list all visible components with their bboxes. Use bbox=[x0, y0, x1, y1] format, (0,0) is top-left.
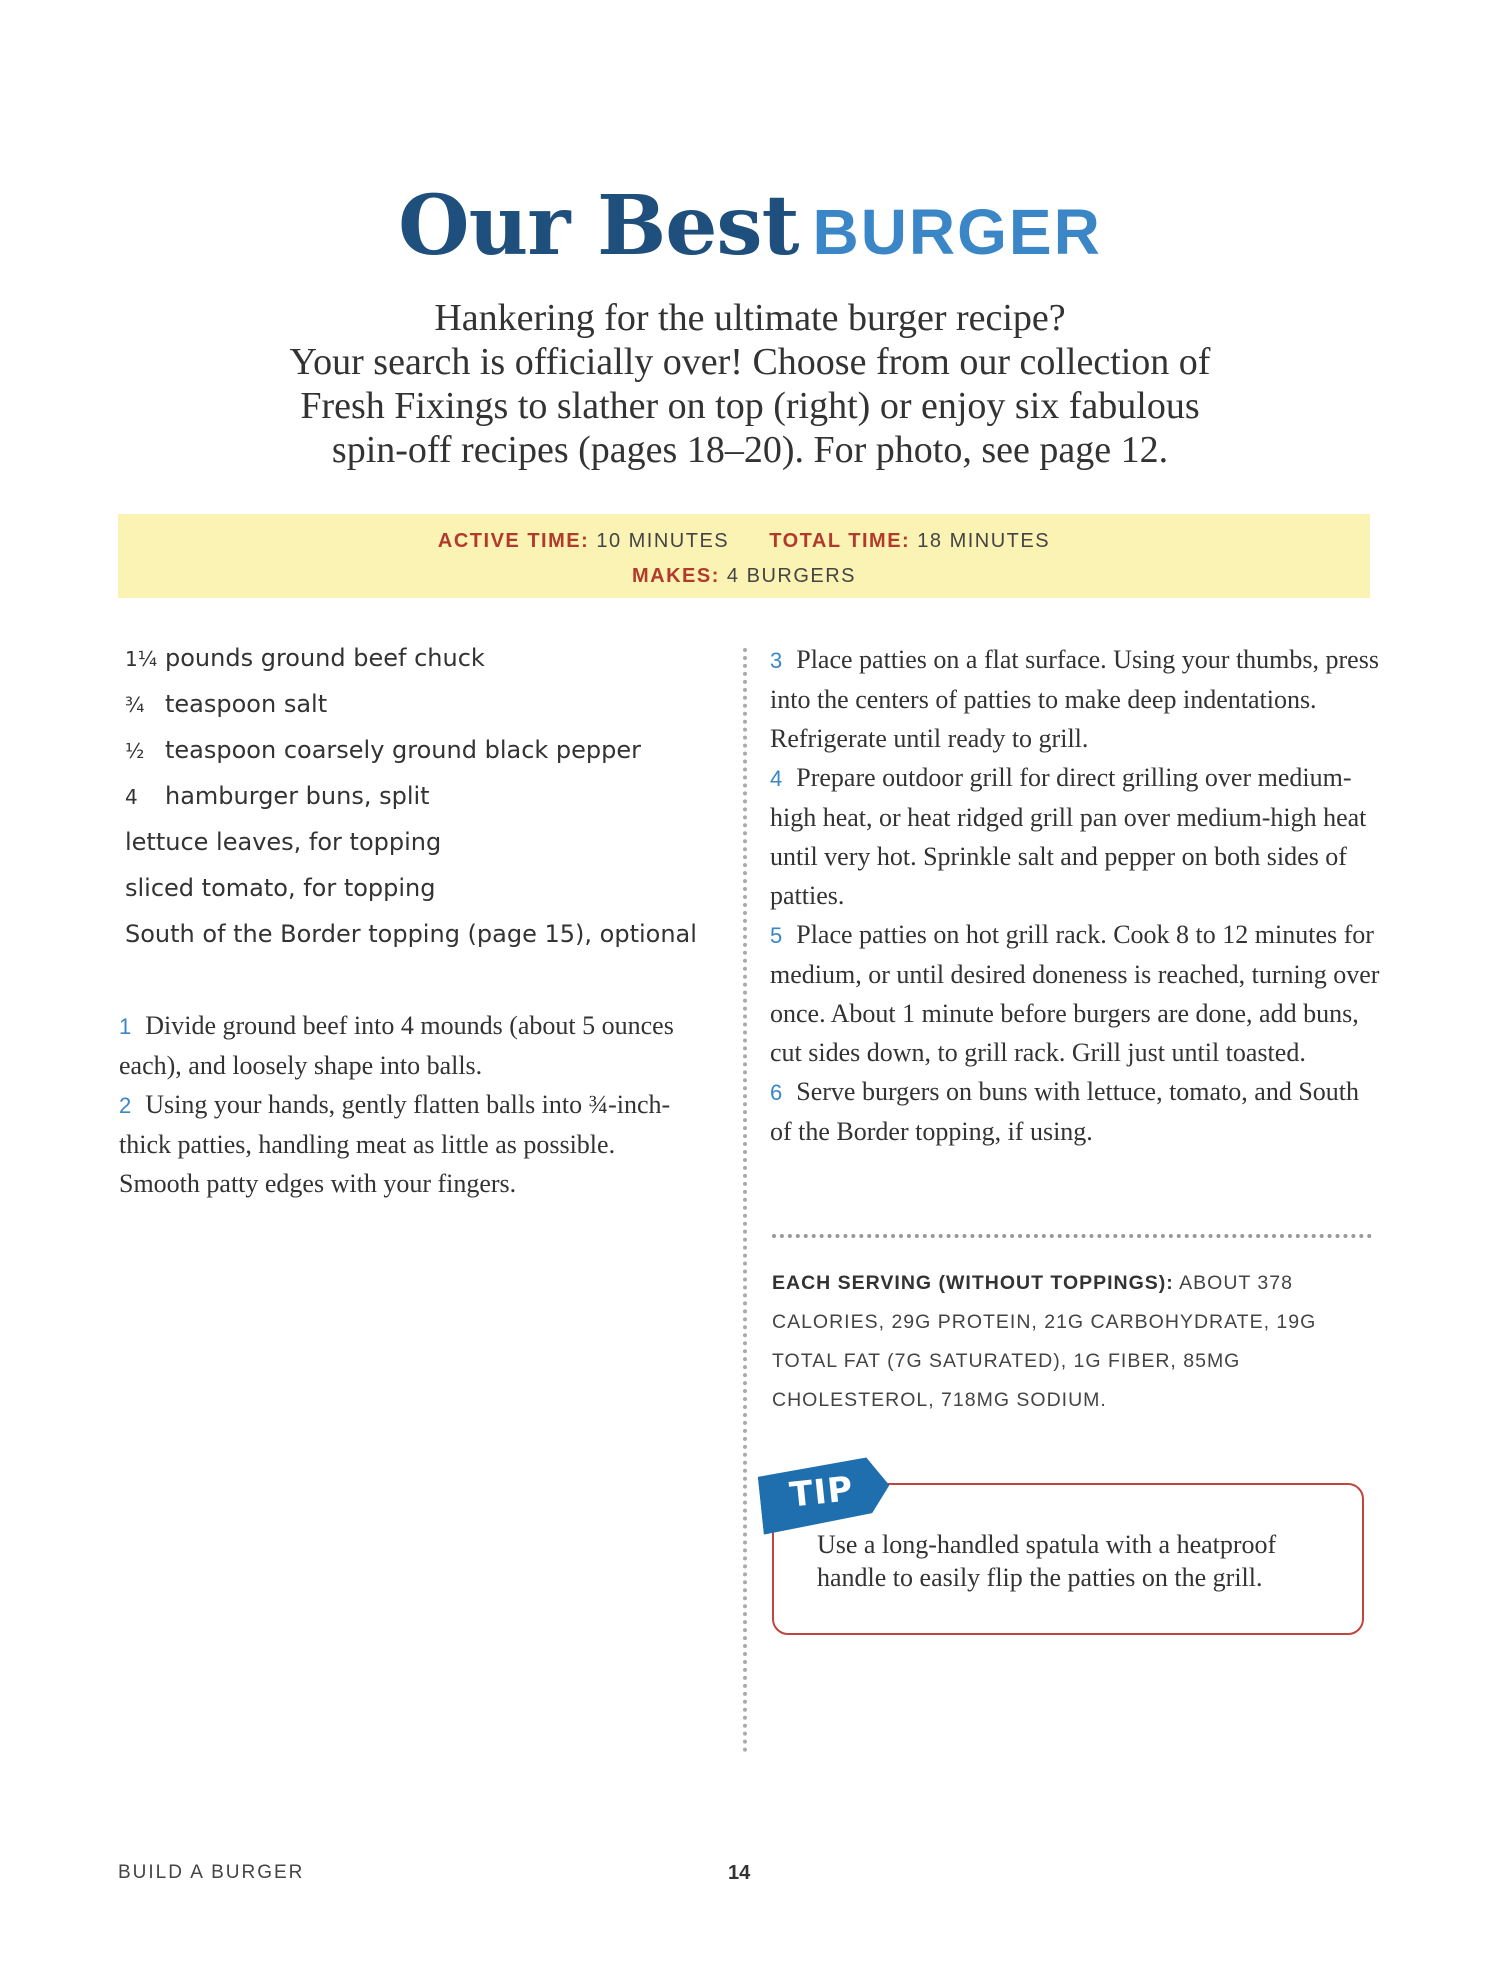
ingredient-qty: 4 bbox=[125, 785, 138, 809]
intro-text bbox=[180, 296, 1320, 472]
total-time-label: TOTAL TIME: bbox=[769, 530, 911, 552]
step-1 bbox=[119, 1006, 699, 1085]
ingredient-item bbox=[125, 870, 725, 916]
column-divider bbox=[743, 648, 747, 1753]
steps-column-left bbox=[119, 1006, 699, 1203]
title-burger: BURGER bbox=[812, 196, 1102, 268]
tip-flag bbox=[757, 1455, 893, 1534]
ingredient-item bbox=[125, 640, 725, 686]
step-number: 4 bbox=[770, 766, 783, 791]
nutrition-info bbox=[772, 1264, 1332, 1420]
step-6 bbox=[770, 1072, 1380, 1151]
ingredient-item bbox=[125, 824, 725, 870]
makes-row bbox=[118, 565, 1370, 588]
title-our-best: Our Best bbox=[398, 178, 799, 274]
ingredient-text: sliced tomato, for topping bbox=[125, 874, 436, 902]
tip-text: Use a long-handled spatula with a heatproof handle to easily flip the patties on the grill. bbox=[817, 1530, 1277, 1592]
intro-line: Fresh Fixings to slather on top (right) or enjoy six fabulous bbox=[300, 385, 1200, 427]
step-text: Serve burgers on buns with lettuce, tomato, and South of the Border topping, if using. bbox=[770, 1077, 1360, 1146]
intro-line: Your search is officially over! Choose from our collection of bbox=[289, 341, 1211, 383]
step-3 bbox=[770, 640, 1380, 758]
intro-line: Hankering for the ultimate burger recipe? bbox=[434, 297, 1066, 339]
timing-row bbox=[118, 530, 1370, 553]
step-text: Using your hands, gently flatten balls into ¾-inch-thick patties, handling meat as little as possible. Smooth patty edges with your fingers. bbox=[119, 1090, 671, 1198]
step-number: 5 bbox=[770, 923, 783, 948]
step-number: 6 bbox=[770, 1080, 783, 1105]
step-number: 3 bbox=[770, 648, 783, 673]
ingredient-text: pounds ground beef chuck bbox=[165, 644, 485, 672]
ingredient-qty: ½ bbox=[125, 739, 145, 763]
ingredient-list bbox=[125, 640, 725, 962]
step-4 bbox=[770, 758, 1380, 915]
active-time-label: ACTIVE TIME: bbox=[437, 530, 590, 552]
ingredient-item bbox=[125, 732, 725, 778]
step-text: Prepare outdoor grill for direct grilling over medium-high heat, or heat ridged grill pan over medium-high heat until very hot. Sprinkle salt and pepper on both sides of patties. bbox=[770, 763, 1367, 910]
tip-label: TIP bbox=[787, 1469, 856, 1516]
ingredient-text: teaspoon coarsely ground black pepper bbox=[165, 736, 642, 764]
ingredient-text: lettuce leaves, for topping bbox=[125, 828, 442, 856]
ingredient-item bbox=[125, 778, 725, 824]
nutrition-divider bbox=[772, 1234, 1372, 1238]
ingredient-text: South of the Border topping (page 15), optional bbox=[125, 920, 697, 948]
ingredient-item bbox=[125, 916, 725, 962]
total-time-value: 18 MINUTES bbox=[917, 530, 1051, 552]
ingredient-qty: ¾ bbox=[125, 693, 145, 717]
ingredient-item bbox=[125, 686, 725, 732]
step-text: Place patties on a flat surface. Using your thumbs, press into the centers of patties to make deep indentations. Refrigerate until ready to grill. bbox=[770, 645, 1379, 753]
intro-line: spin-off recipes (pages 18–20). For photo, see page 12. bbox=[331, 429, 1169, 471]
steps-column-right bbox=[770, 640, 1380, 1151]
step-number: 2 bbox=[119, 1093, 132, 1118]
ingredient-qty: 1¼ bbox=[125, 647, 158, 671]
makes-label: MAKES: bbox=[631, 565, 720, 587]
ingredient-text: teaspoon salt bbox=[165, 690, 328, 718]
footer-section-name: BUILD A BURGER bbox=[118, 1862, 305, 1883]
step-text: Divide ground beef into 4 mounds (about 5 ounces each), and loosely shape into balls. bbox=[119, 1011, 674, 1080]
page-number: 14 bbox=[728, 1862, 751, 1884]
step-5 bbox=[770, 915, 1380, 1072]
step-text: Place patties on hot grill rack. Cook 8 to 12 minutes for medium, or until desired doneness is reached, turning over once. About 1 minute before burgers are done, add buns, cut sides down, to grill rack. Grill just until toasted. bbox=[770, 920, 1380, 1067]
page-title bbox=[0, 178, 1500, 274]
step-2 bbox=[119, 1085, 699, 1203]
ingredient-text: hamburger buns, split bbox=[165, 782, 430, 810]
timing-band bbox=[118, 514, 1370, 598]
step-number: 1 bbox=[119, 1014, 132, 1039]
nutrition-text: ABOUT 378 CALORIES, 29G PROTEIN, 21G CARBOHYDRATE, 19G TOTAL FAT (7G SATURATED), 1G FIBER, 85MG CHOLESTEROL, 718MG SODIUM. bbox=[772, 1272, 1317, 1411]
nutrition-label: EACH SERVING (WITHOUT TOPPINGS): bbox=[772, 1272, 1174, 1294]
active-time-value: 10 MINUTES bbox=[596, 530, 730, 552]
makes-value: 4 BURGERS bbox=[726, 565, 857, 587]
